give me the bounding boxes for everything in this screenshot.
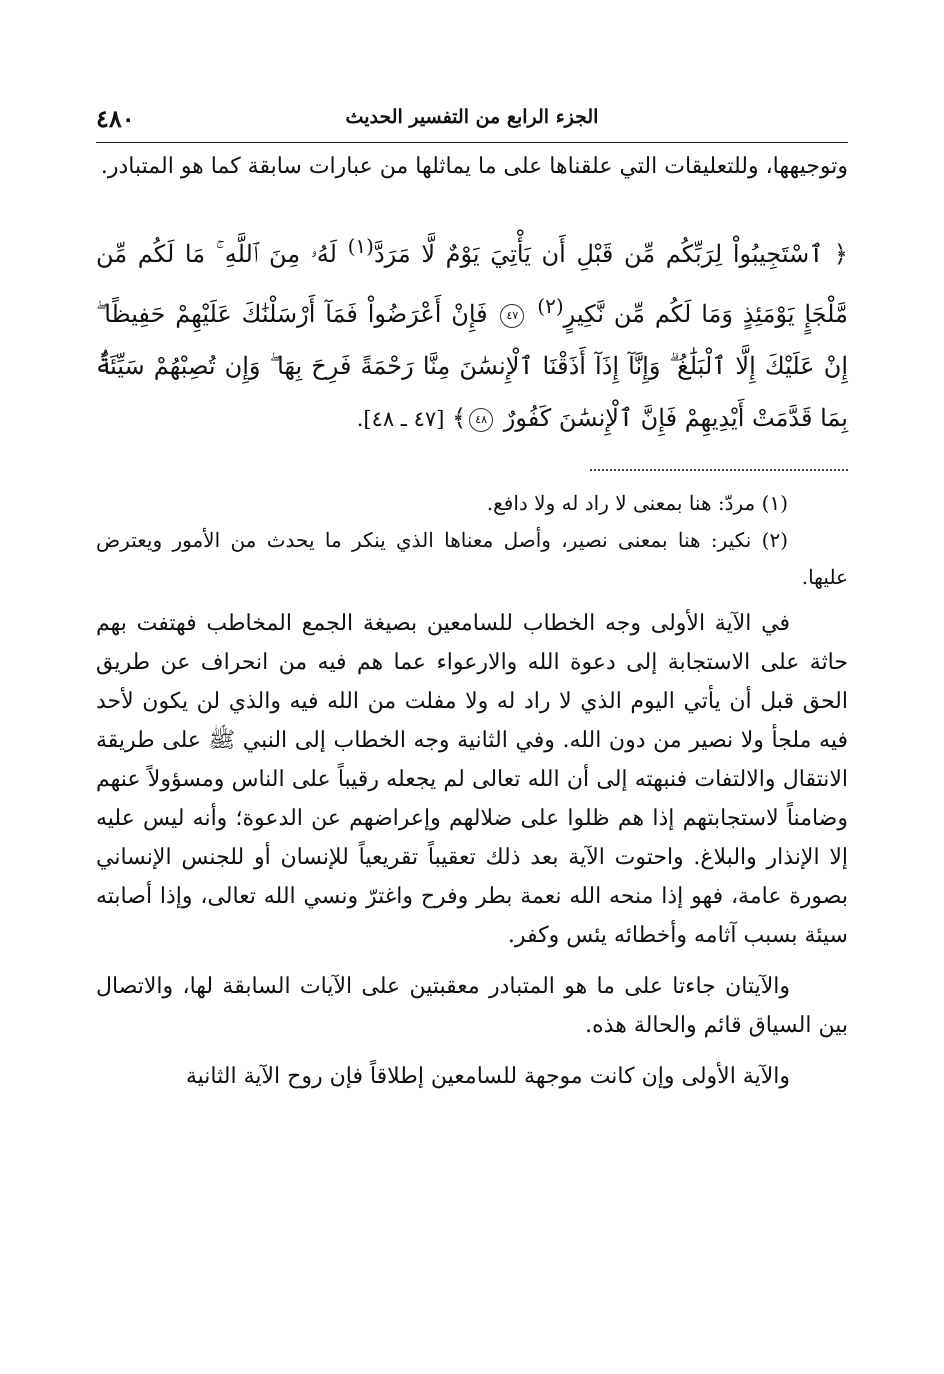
page-number: ٤٨٠ bbox=[96, 104, 135, 133]
body-paragraph-1: في الآية الأولى وجه الخطاب للسامعين بصيغة الجمع المخاطب فهتفت بهم حاثة على الاستجابة إلى دعوة الله والارعواء عما هم فيه من انحراف عن طريق الحق قبل أن يأتي اليوم الذي لا راد له ولا مفلت من الله فيه والذي لن يكون لأحد فيه ملجأ ولا نصير من دون الله. وفي الثانية وجه الخطاب إلى النبي ﷺ على طريقة الانتقال والالتفات فنبهته إلى أن الله تعالى لم يجعله رقيباً على الناس ومسؤولاً عنهم وضامناً لاستجابتهم إذا هم ظلوا على ضلالهم وإعراضهم عن الدعوة؛ وأنه ليس عليه إلا الإنذار والبلاغ. واحتوت الآية بعد ذلك تعقيباً تقريعياً للإنسان أو للجنس الإنساني بصورة عامة، فهو إذا منحه الله نعمة بطر وفرح واغترّ ونسي الله تعالى، وإذا أصابته سيئة بسبب آثامه وأخطائه يئس وكفر. bbox=[96, 611, 848, 948]
body-paragraph-3: والآية الأولى وإن كانت موجهة للسامعين إطلاقاً فإن روح الآية الثانية bbox=[185, 1064, 790, 1089]
body-paragraph-2: والآيتان جاءتا على ما هو المتبادر معقبتين على الآيات السابقة لها، والاتصال بين السياق قائم والحالة هذه. bbox=[96, 974, 848, 1038]
intro-text: وتوجيهها، وللتعليقات التي علقناها على ما يماثلها من عبارات سابقة كما هو المتبادر. bbox=[100, 154, 848, 179]
verse-reference: [٤٧ ـ ٤٨]. bbox=[356, 407, 445, 431]
quran-closing-bracket: ﴾ bbox=[452, 404, 467, 432]
footnote-1: (١) مردّ: هنا بمعنى لا راد له ولا دافع. bbox=[486, 491, 788, 515]
quran-text-part2: لَهُۥ مِنَ ٱللَّهِ ۚ مَا لَكُم مِّن مَّلْجَإٍ يَوْمَئِذٍ وَمَا لَكُم مِّن نَّكِيرٍ bbox=[96, 240, 848, 328]
running-title: الجزء الرابع من التفسير الحديث bbox=[345, 106, 599, 128]
quran-text-part3: فَإِنْ أَعْرَضُواْ فَمَآ أَرْسَلْنَٰكَ عَلَيْهِمْ حَفِيظًا ۖ إِنْ عَلَيْكَ إِلَّا ٱلْبَلَٰغُ ۗ وَإِنَّآ إِذَآ أَذَقْنَا ٱلْإِنسَٰنَ مِنَّا رَحْمَةً فَرِحَ بِهَا ۖ وَإِن تُصِبْهُمْ سَيِّئَةٌۢ بِمَا قَدَّمَتْ أَيْدِيهِمْ فَإِنَّ ٱلْإِنسَٰنَ كَفُورٌ bbox=[96, 300, 848, 432]
footnote-2: (٢) نكير: هنا بمعنى نصير، وأصل معناها الذي ينكر ما يحدث من الأمور ويعترض عليها. bbox=[96, 528, 848, 589]
book-page bbox=[96, 92, 848, 1272]
ayah-number-47: ٤٧ bbox=[500, 304, 524, 328]
quran-verse-block bbox=[96, 220, 848, 445]
ayah-number-48: ٤٨ bbox=[469, 408, 493, 432]
quran-text-part1: ﴿ ٱسْتَجِيبُواْ لِرَبِّكُم مِّن قَبْلِ أَن يَأْتِيَ يَوْمٌ لَّا مَرَدَّ bbox=[373, 240, 848, 268]
footnotes bbox=[96, 485, 848, 596]
footnote-separator bbox=[590, 469, 848, 471]
page-header bbox=[96, 92, 848, 143]
footnote-marker-2: (٢) bbox=[537, 294, 564, 318]
footnote-marker-1: (١) bbox=[347, 234, 374, 258]
